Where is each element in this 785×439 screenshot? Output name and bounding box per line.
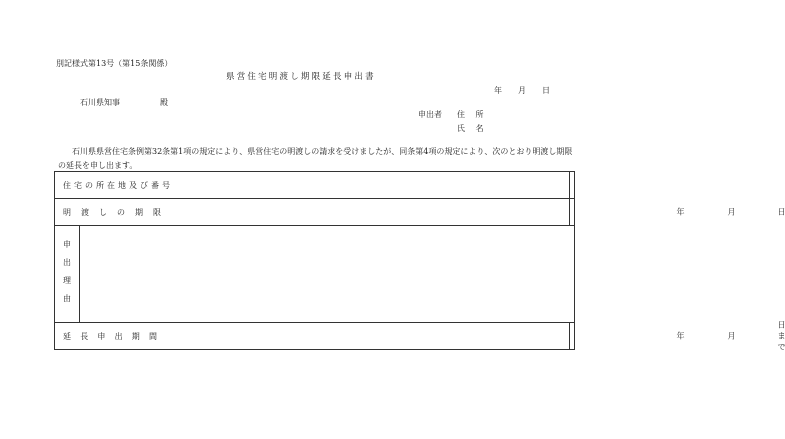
deadline-month: 月 [727, 207, 736, 217]
extension-field[interactable] [570, 320, 785, 352]
extension-year: 年 [676, 331, 685, 341]
body-text: 石川県県営住宅条例第32条第1項の規定により、県営住宅の明渡しの請求を受けましたが、同条第4項の規定により、次のとおり明渡し期限の延長を申し出ます。 [58, 147, 573, 170]
form-table [54, 171, 785, 352]
table-row [55, 172, 575, 199]
deadline-field[interactable] [570, 199, 785, 226]
reason-char: 出 [63, 258, 71, 267]
date-line [494, 85, 550, 96]
addressee-name: 石川県知事 [80, 98, 120, 107]
reason-field[interactable] [80, 226, 575, 323]
applicant-name-label: 氏 名 [457, 124, 488, 133]
date-year-label: 年 [494, 86, 502, 95]
extension-month: 月 [727, 331, 736, 341]
table-row [55, 199, 575, 226]
date-day-label: 日 [542, 86, 550, 95]
reason-char: 理 [63, 276, 71, 285]
document-title: 県営住宅明渡し期限延長申出書 [226, 72, 376, 82]
reason-char: 申 [63, 240, 71, 249]
addressee-honorific: 殿 [160, 98, 168, 107]
deadline-label: 明渡しの期限 [55, 199, 570, 226]
table-row [55, 226, 575, 323]
extension-day: 日まで [777, 320, 785, 352]
table-row [55, 323, 575, 350]
applicant-label: 申出者 [418, 110, 442, 119]
reason-label [55, 226, 80, 323]
deadline-year: 年 [676, 207, 685, 217]
form-reference: 別記様式第13号（第15条関係） [56, 59, 173, 68]
address-field[interactable] [570, 172, 575, 199]
date-month-label: 月 [518, 86, 526, 95]
addressee [80, 97, 168, 108]
address-label: 住宅の所在地及び番号 [55, 172, 570, 199]
extension-label: 延長申出期間 [55, 323, 570, 350]
applicant-address-label: 住 所 [457, 110, 488, 119]
reason-char: 由 [63, 294, 71, 303]
deadline-day: 日 [777, 207, 785, 217]
